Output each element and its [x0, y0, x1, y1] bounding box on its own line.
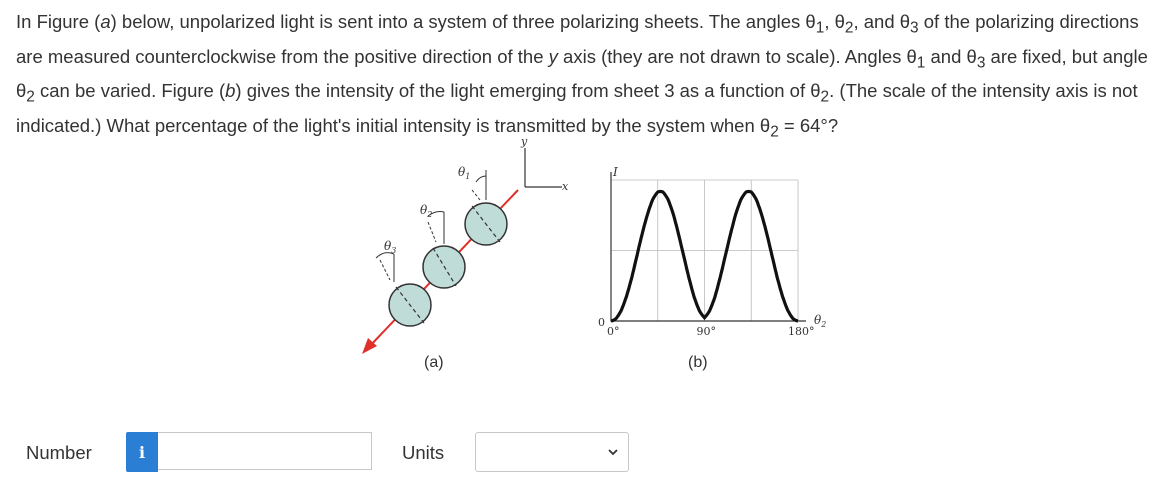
polarizer-sheet-2 — [423, 246, 465, 288]
units-label: Units — [402, 442, 445, 463]
figure-a-polarizer-diagram — [340, 130, 590, 360]
axis-y-label: y — [521, 135, 528, 148]
units-select[interactable] — [475, 432, 629, 472]
number-label: Number — [26, 442, 92, 463]
answer-row — [0, 430, 1167, 476]
theta2-label: $\theta_2$ — [420, 203, 433, 219]
theta1-label: $\theta_1$ — [458, 165, 471, 181]
figure-a-caption: (a) — [424, 354, 444, 371]
figure-b-caption: (b) — [688, 354, 708, 371]
origin-label: 0 — [598, 316, 605, 329]
y-axis-label: I — [613, 165, 618, 179]
theta3-label: $\theta_3$ — [384, 239, 397, 255]
info-icon[interactable]: i — [126, 432, 158, 472]
x-tick-label: 180° — [788, 325, 815, 338]
x-tick-label: 90° — [696, 325, 716, 338]
x-tick-label: 0° — [607, 325, 620, 338]
number-input[interactable] — [158, 432, 372, 470]
polarizer-sheet-3 — [389, 284, 431, 326]
question-text: In Figure (a) below, unpolarized light is sent into a system of three polarizing sheets. The angles $\theta_1$, $\theta_2$, and $\theta_3$ of the polarizing directions are measured counterclockwise from the positive direction of the y axis (they are not drawn to scale). Angles $\theta_1$ and $\theta_3$ are fixed, but angle $\theta_2$ can be varied. Figure (b) gives the intensity of the light emerging from sheet 3 as a function of $\theta_2$. (The scale of the intensity axis is not indicated.) What percentage of the light's initial intensity is transmitted by the system when $\theta_2 = 64^\circ$? — [16, 11, 1148, 141]
polarizer-sheet-1 — [465, 203, 507, 245]
x-axis-label: $\theta_2$ — [814, 313, 827, 329]
axes-icon — [525, 148, 562, 187]
axis-x-label: x — [562, 180, 569, 193]
chevron-down-icon — [606, 445, 620, 459]
figure-b-intensity-chart — [596, 158, 846, 348]
